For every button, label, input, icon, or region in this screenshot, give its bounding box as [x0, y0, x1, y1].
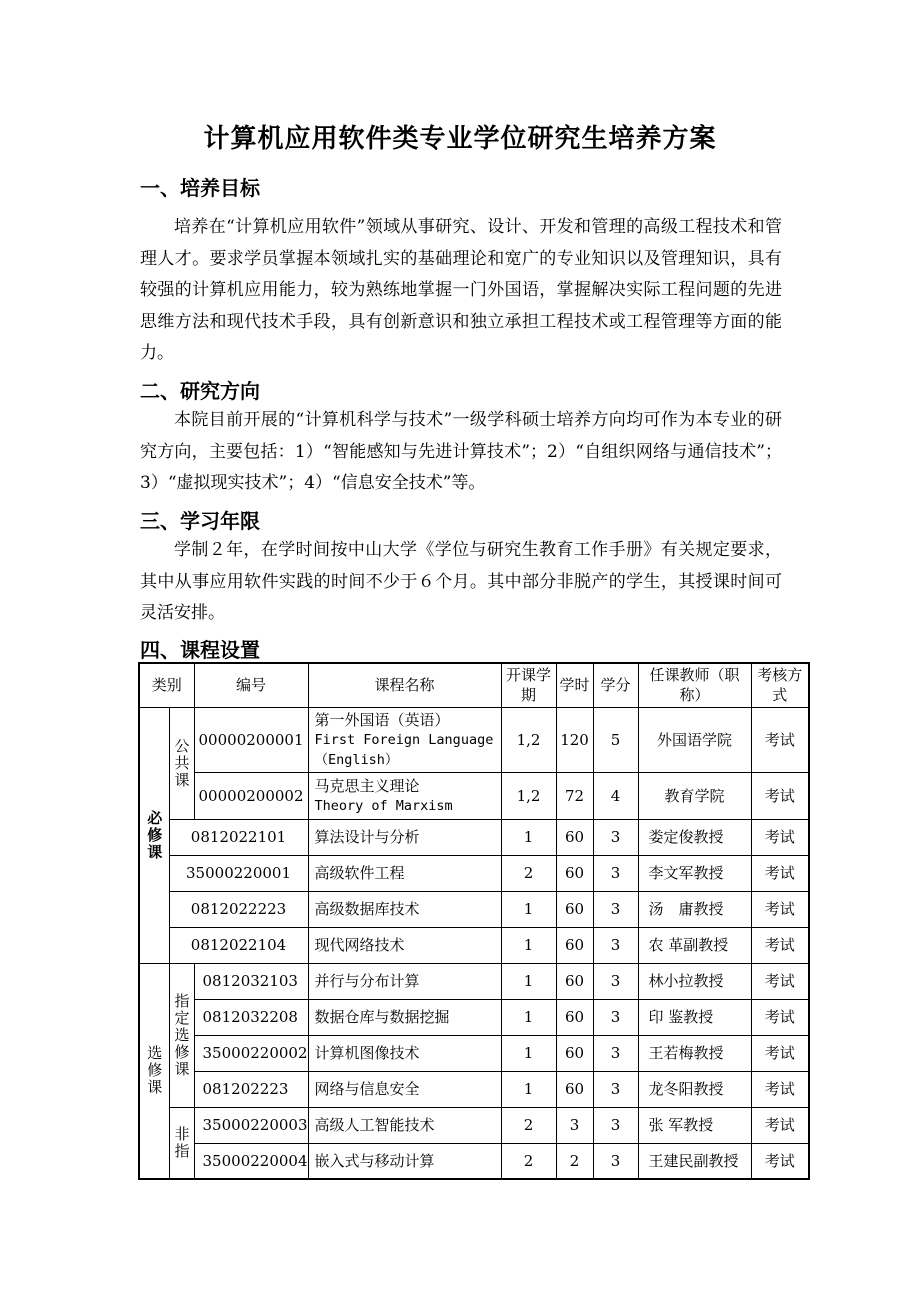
- table-row: [139, 772, 809, 819]
- group-designated-label: 指定选修课: [172, 992, 191, 1078]
- cell-code: 0812022223: [169, 891, 308, 927]
- cell-hours: 60: [556, 1035, 593, 1071]
- cell-hours: 60: [556, 1071, 593, 1107]
- cell-hours: 72: [556, 772, 593, 819]
- cell-exam: 考试: [751, 927, 809, 963]
- cell-exam: 考试: [751, 855, 809, 891]
- course-name-en: First Foreign Language（English）: [314, 731, 494, 768]
- cell-hours: 60: [556, 855, 593, 891]
- group-non-designated: [169, 1107, 194, 1179]
- cell-credits: 3: [593, 891, 638, 927]
- table-row: [139, 1143, 809, 1179]
- cell-teacher: 农 革副教授: [638, 927, 751, 963]
- cell-term: 1,2: [501, 772, 556, 819]
- course-name: 计算机图像技术: [314, 1044, 420, 1062]
- header-term: 开课学期: [501, 663, 556, 707]
- cell-name: [308, 855, 501, 891]
- cell-name: [308, 891, 501, 927]
- course-name: 嵌入式与移动计算: [314, 1151, 435, 1170]
- cell-exam: 考试: [751, 1107, 809, 1143]
- table-row: [139, 963, 809, 999]
- cell-hours: 60: [556, 891, 593, 927]
- cell-teacher: 王建民副教授: [638, 1143, 751, 1179]
- course-name: 网络与信息安全: [314, 1080, 420, 1098]
- cell-name: [308, 963, 501, 999]
- section-paragraph: 学制２年，在学时间按中山大学《学位与研究生教育工作手册》有关规定要求，其中从事应用软件实践的时间不少于６个月。其中部分非脱产的学生，其授课时间可灵活安排。: [140, 540, 782, 623]
- cell-term: 2: [501, 1107, 556, 1143]
- table-row: [139, 927, 809, 963]
- table-row: [139, 1071, 809, 1107]
- table-row: [139, 1035, 809, 1071]
- cell-credits: 3: [593, 855, 638, 891]
- group-public: [169, 707, 194, 819]
- section-heading: 四、课程设置: [140, 638, 260, 662]
- section-paragraph: 本院目前开展的“计算机科学与技术”一级学科硕士培养方向均可作为本专业的研究方向，主要包括：1）“智能感知与先进计算技术”；2）“自组织网络与通信技术”；3）“虚拟现实技术”；4）“信息安全技术”等。: [140, 410, 782, 493]
- header-hours: 学时: [556, 663, 593, 707]
- cell-teacher: 李文军教授: [638, 855, 751, 891]
- course-name: 高级人工智能技术: [314, 1116, 435, 1134]
- cell-exam: 考试: [751, 707, 809, 772]
- cell-teacher: 娄定俊教授: [638, 819, 751, 855]
- cell-credits: 3: [593, 819, 638, 855]
- table-row: [139, 819, 809, 855]
- cell-name: [308, 1071, 501, 1107]
- section-heading: 一、培养目标: [140, 176, 260, 200]
- cell-name: [308, 927, 501, 963]
- cell-exam: 考试: [751, 1143, 809, 1179]
- section-heading: 二、研究方向: [140, 379, 260, 403]
- cell-term: 1: [501, 891, 556, 927]
- cell-term: 1: [501, 927, 556, 963]
- cell-hours: 60: [556, 999, 593, 1035]
- table-row: [139, 855, 809, 891]
- cell-term: 2: [501, 1143, 556, 1179]
- cell-name: [308, 1143, 501, 1179]
- cell-name: [308, 707, 501, 772]
- cell-hours: 60: [556, 963, 593, 999]
- header-exam: 考核方式: [751, 663, 809, 707]
- header-code: 编号: [194, 663, 308, 707]
- table-header-row: [139, 663, 809, 707]
- group-public-label: 公共课: [172, 737, 191, 789]
- cell-name: [308, 772, 501, 819]
- cell-credits: 3: [593, 1143, 638, 1179]
- cell-exam: 考试: [751, 891, 809, 927]
- cell-code: 00000200001: [194, 707, 308, 772]
- cell-teacher: 印 鉴教授: [638, 999, 751, 1035]
- cell-term: 1: [501, 1035, 556, 1071]
- cell-code: 0812022104: [169, 927, 308, 963]
- cell-exam: 考试: [751, 772, 809, 819]
- course-name: 现代网络技术: [314, 936, 405, 954]
- course-table: [138, 662, 810, 1180]
- course-name: 高级数据库技术: [314, 900, 420, 918]
- course-name: 第一外国语（英语）: [314, 710, 450, 729]
- cell-credits: 3: [593, 1035, 638, 1071]
- cell-name: [308, 1035, 501, 1071]
- cell-teacher: 外国语学院: [638, 707, 751, 772]
- cell-exam: 考试: [751, 999, 809, 1035]
- table-row: [139, 707, 809, 772]
- cell-term: 1: [501, 999, 556, 1035]
- header-name: 课程名称: [308, 663, 501, 707]
- group-elective: [139, 963, 169, 1179]
- group-required: [139, 707, 169, 963]
- cell-term: 1,2: [501, 707, 556, 772]
- cell-code: 35000220001: [169, 855, 308, 891]
- cell-teacher: 张 军教授: [638, 1107, 751, 1143]
- course-name: 数据仓库与数据挖掘: [314, 1008, 450, 1026]
- cell-credits: 3: [593, 927, 638, 963]
- cell-term: 2: [501, 855, 556, 891]
- cell-code: 00000200002: [194, 772, 308, 819]
- document-title: 计算机应用软件类专业学位研究生培养方案: [203, 124, 717, 154]
- group-required-label: 必修课: [145, 809, 164, 861]
- course-name: 算法设计与分析: [314, 828, 420, 846]
- table-row: [139, 999, 809, 1035]
- cell-teacher: 教育学院: [638, 772, 751, 819]
- cell-code: 35000220004: [194, 1143, 308, 1179]
- cell-exam: 考试: [751, 819, 809, 855]
- course-name: 高级软件工程: [314, 864, 405, 882]
- group-non-designated-label: 非指: [172, 1125, 191, 1160]
- header-teacher: 任课教师（职称）: [638, 663, 751, 707]
- cell-credits: 3: [593, 999, 638, 1035]
- group-designated: [169, 963, 194, 1107]
- cell-credits: 4: [593, 772, 638, 819]
- cell-teacher: 汤 庸教授: [638, 891, 751, 927]
- cell-hours: 120: [556, 707, 593, 772]
- cell-teacher: 龙冬阳教授: [638, 1071, 751, 1107]
- section-paragraph: 培养在“计算机应用软件”领域从事研究、设计、开发和管理的高级工程技术和管理人才。要求学员掌握本领域扎实的基础理论和宽广的专业知识以及管理知识，具有较强的计算机应用能力，较为熟练地掌握一门外国语，掌握解决实际工程问题的先进思维方法和现代技术手段，具有创新意识和独立承担工程技术或工程管理等方面的能力。: [140, 217, 782, 363]
- cell-credits: 5: [593, 707, 638, 772]
- cell-code: 35000220002: [194, 1035, 308, 1071]
- course-name: 马克思主义理论: [314, 776, 420, 795]
- cell-teacher: 王若梅教授: [638, 1035, 751, 1071]
- group-elective-label: 选修课: [145, 1045, 164, 1097]
- cell-code: 35000220003: [194, 1107, 308, 1143]
- course-name: 并行与分布计算: [314, 972, 420, 990]
- table-row: [139, 1107, 809, 1143]
- cell-name: [308, 999, 501, 1035]
- course-name-en: Theory of Marxism: [314, 797, 453, 814]
- cell-name: [308, 1107, 501, 1143]
- section-heading: 三、学习年限: [140, 509, 260, 533]
- cell-credits: 3: [593, 1071, 638, 1107]
- cell-hours: 2: [556, 1143, 593, 1179]
- cell-exam: 考试: [751, 963, 809, 999]
- cell-code: 0812022101: [169, 819, 308, 855]
- cell-code: 0812032103: [194, 963, 308, 999]
- cell-hours: 3: [556, 1107, 593, 1143]
- cell-term: 1: [501, 819, 556, 855]
- table-row: [139, 891, 809, 927]
- cell-credits: 3: [593, 963, 638, 999]
- cell-term: 1: [501, 1071, 556, 1107]
- cell-name: [308, 819, 501, 855]
- cell-exam: 考试: [751, 1035, 809, 1071]
- cell-term: 1: [501, 963, 556, 999]
- header-category: 类别: [139, 663, 194, 707]
- cell-code: 081202223: [194, 1071, 308, 1107]
- cell-hours: 60: [556, 819, 593, 855]
- cell-credits: 3: [593, 1107, 638, 1143]
- cell-exam: 考试: [751, 1071, 809, 1107]
- cell-hours: 60: [556, 927, 593, 963]
- cell-teacher: 林小拉教授: [638, 963, 751, 999]
- cell-code: 0812032208: [194, 999, 308, 1035]
- header-credits: 学分: [593, 663, 638, 707]
